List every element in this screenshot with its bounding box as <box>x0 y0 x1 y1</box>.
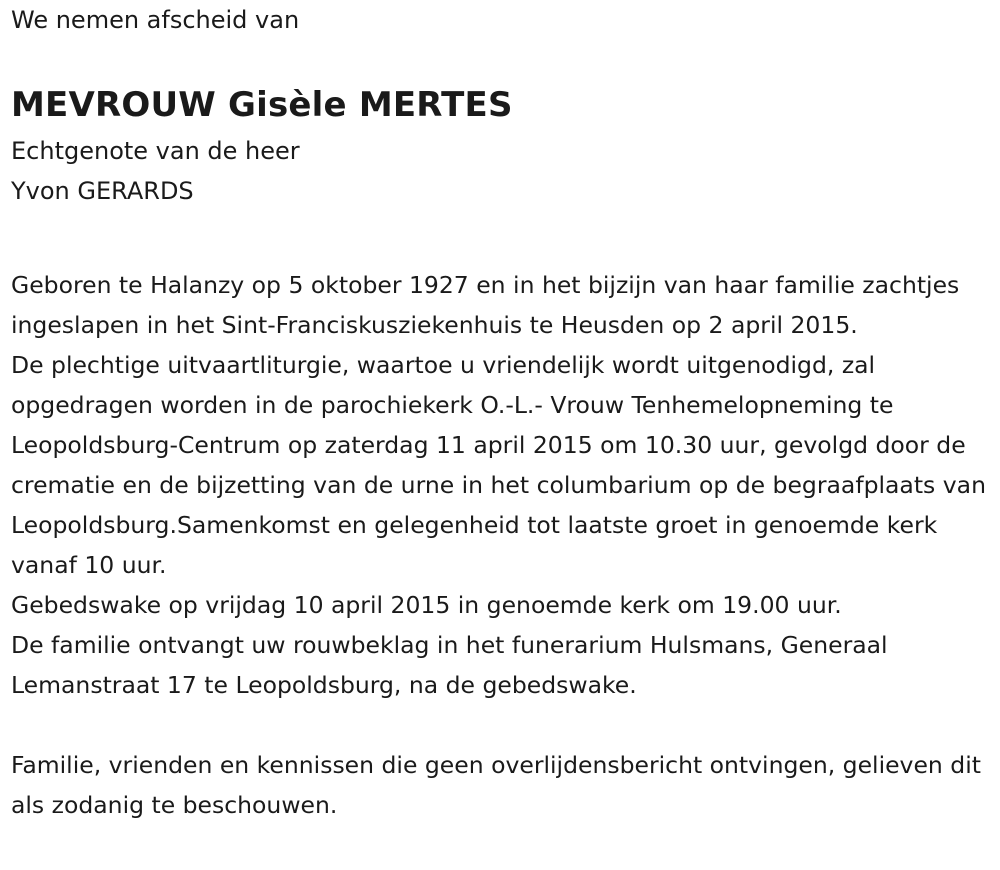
notice-body <box>11 211 996 705</box>
closing-paragraph: Familie, vrienden en kennissen die geen overlijdensbericht ontvingen, gelieven dit als zodanig te beschouwen. <box>11 751 981 819</box>
wake-paragraph: Gebedswake op vrijdag 10 april 2015 in genoemde kerk om 19.00 uur. <box>11 591 842 619</box>
relation-line-2: Yvon GERARDS <box>11 177 194 205</box>
deceased-name: MEVROUW Gisèle MERTES <box>11 85 513 125</box>
intro-text: We nemen afscheid van <box>11 6 300 34</box>
condolences-paragraph: De familie ontvangt uw rouwbeklag in het funerarium Hulsmans, Generaal Lemanstraat 17 te Leopoldsburg, na de gebedswake. <box>11 631 888 699</box>
death-notice <box>11 0 996 825</box>
birth-death-paragraph: Geboren te Halanzy op 5 oktober 1927 en in het bijzijn van haar familie zachtjes ingeslapen in het Sint-Franciskusziekenhuis te Heusden op 2 april 2015. <box>11 271 960 339</box>
funeral-paragraph: De plechtige uitvaartliturgie, waartoe u vriendelijk wordt uitgenodigd, zal opgedragen worden in de parochiekerk O.-L.- Vrouw Tenhemelopneming te Leopoldsburg-Centrum op zaterdag 11 april 2015 om 10.30 uur, gevolgd door de crematie en de bijzetting van de urne in het columbarium op de begraafplaats van Leopoldsburg.Samenkomst en gelegenheid tot laatste groet in genoemde kerk vanaf 10 uur. <box>11 351 986 579</box>
relation-line-1: Echtgenote van de heer <box>11 137 300 165</box>
